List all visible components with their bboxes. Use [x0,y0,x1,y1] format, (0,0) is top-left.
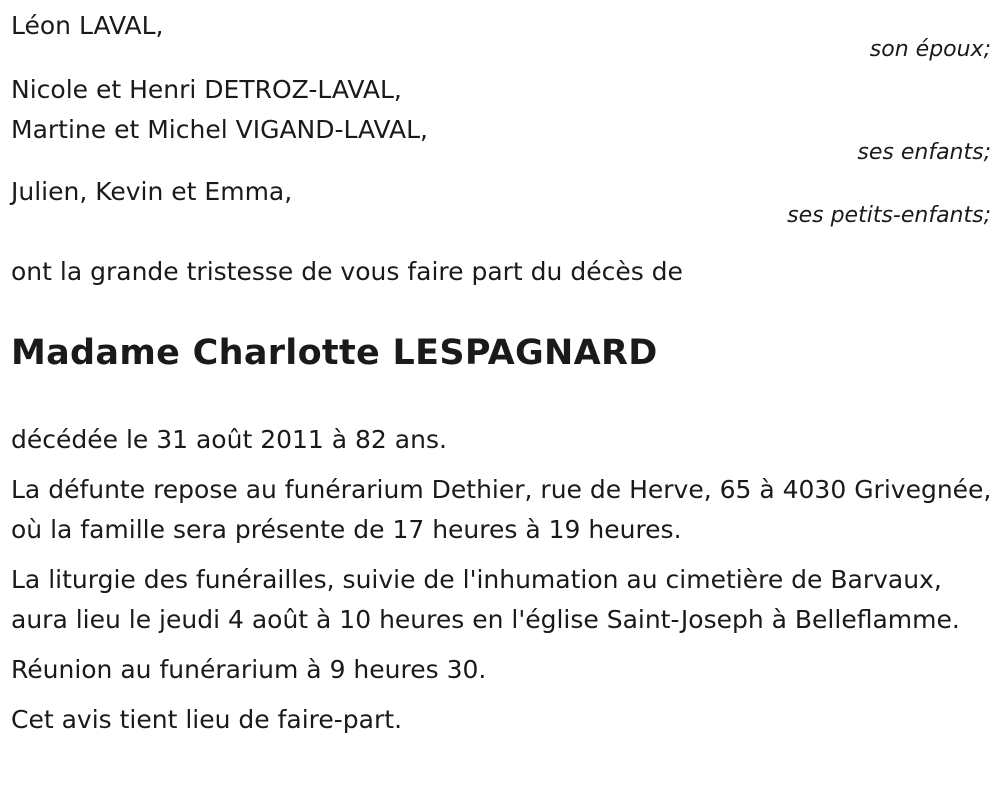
spouse-name: Léon LAVAL, [11,11,164,40]
notice-text: Cet avis tient lieu de faire-part. [11,705,403,734]
grandchildren-names: Julien, Kevin et Emma, [11,177,293,206]
liturgy-text: La liturgie des funérailles, suivie de l'inhumation au cimetière de Barvaux, aura lieu le jeudi 4 août à 10 heures en l'église Saint-Joseph à Belleflamme. [11,565,960,634]
children-names [11,70,428,150]
spouse-role: son époux; [869,37,991,62]
funeral-details [11,420,996,750]
grandchildren-role: ses petits-enfants; [787,203,991,228]
child-name: Nicole et Henri DETROZ-LAVAL, [11,75,402,104]
deceased-name: Madame Charlotte LESPAGNARD [11,333,658,373]
repose-text: La défunte repose au funérarium Dethier, rue de Herve, 65 à 4030 Grivegnée, où la famille sera présente de 17 heures à 19 heures. [11,475,992,544]
children-role: ses enfants; [857,140,991,165]
announcement-intro: ont la grande tristesse de vous faire part du décès de [11,257,683,286]
child-name: Martine et Michel VIGAND-LAVAL, [11,115,429,144]
meeting-text: Réunion au funérarium à 9 heures 30. [11,655,487,684]
death-date-text: décédée le 31 août 2011 à 82 ans. [11,425,447,454]
